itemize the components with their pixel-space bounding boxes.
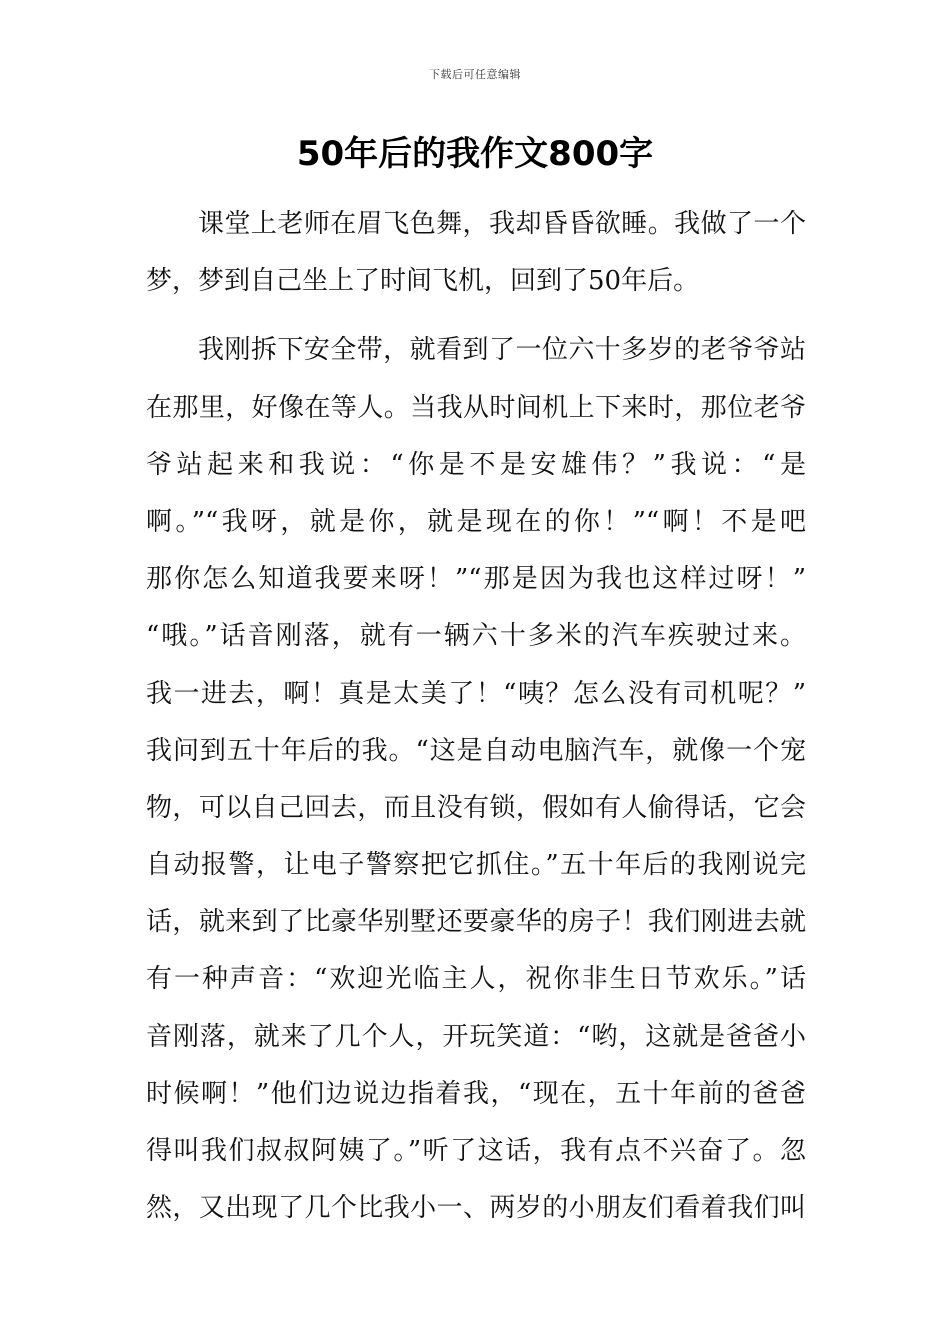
text-line: 时候啊！”他们边说边指着我，“现在，五十年前的爸爸 — [146, 1078, 806, 1109]
text-line: “哦。”话音刚落，就有一辆六十多米的汽车疾驶过来。 — [146, 621, 806, 652]
text-line: 那你怎么知道我要来呀！”“那是因为我也这样过呀！” — [146, 564, 806, 595]
text-line: 我刚拆下安全带，就看到了一位六十多岁的老爷爷站 — [198, 335, 806, 366]
header-note: 下载后可任意编辑 — [429, 68, 521, 81]
text-line: 话，就来到了比豪华别墅还要豪华的房子！我们刚进去就 — [146, 907, 806, 938]
text-line: 爷站起来和我说：“你是不是安雄伟？”我说：“是 — [146, 449, 806, 480]
text-line: 音刚落，就来了几个人，开玩笑道：“哟，这就是爸爸小 — [146, 1021, 806, 1052]
page-title: 50年后的我作文800字 — [296, 134, 654, 174]
text-line: 我一进去，啊！真是太美了！“咦？怎么没有司机呢？” — [146, 678, 806, 709]
paragraph-2 — [146, 322, 806, 1237]
text-line: 课堂上老师在眉飞色舞，我却昏昏欲睡。我做了一个 — [198, 209, 806, 239]
paragraph-1 — [146, 196, 806, 310]
text-line: 得叫我们叔叔阿姨了。”听了这话，我有点不兴奋了。忽 — [146, 1136, 806, 1166]
text-line: 梦，梦到自己坐上了时间飞机，回到了50年后。 — [146, 266, 700, 297]
text-line: 自动报警，让电子警察把它抓住。”五十年后的我刚说完 — [146, 850, 806, 881]
text-line: 然，又出现了几个比我小一、两岁的小朋友们看着我们叫 — [146, 1193, 806, 1224]
text-line: 我问到五十年后的我。“这是自动电脑汽车，就像一个宠 — [146, 735, 806, 766]
text-line: 啊。”“我呀，就是你，就是现在的你！”“啊！不是吧 — [146, 506, 806, 537]
text-line: 有一种声音：“欢迎光临主人，祝你非生日节欢乐。”话 — [146, 964, 806, 995]
text-line: 在那里，好像在等人。当我从时间机上下来时，那位老爷 — [146, 392, 806, 423]
essay-body — [146, 196, 806, 1237]
text-line: 物，可以自己回去，而且没有锁，假如有人偷得话，它会 — [146, 792, 806, 823]
